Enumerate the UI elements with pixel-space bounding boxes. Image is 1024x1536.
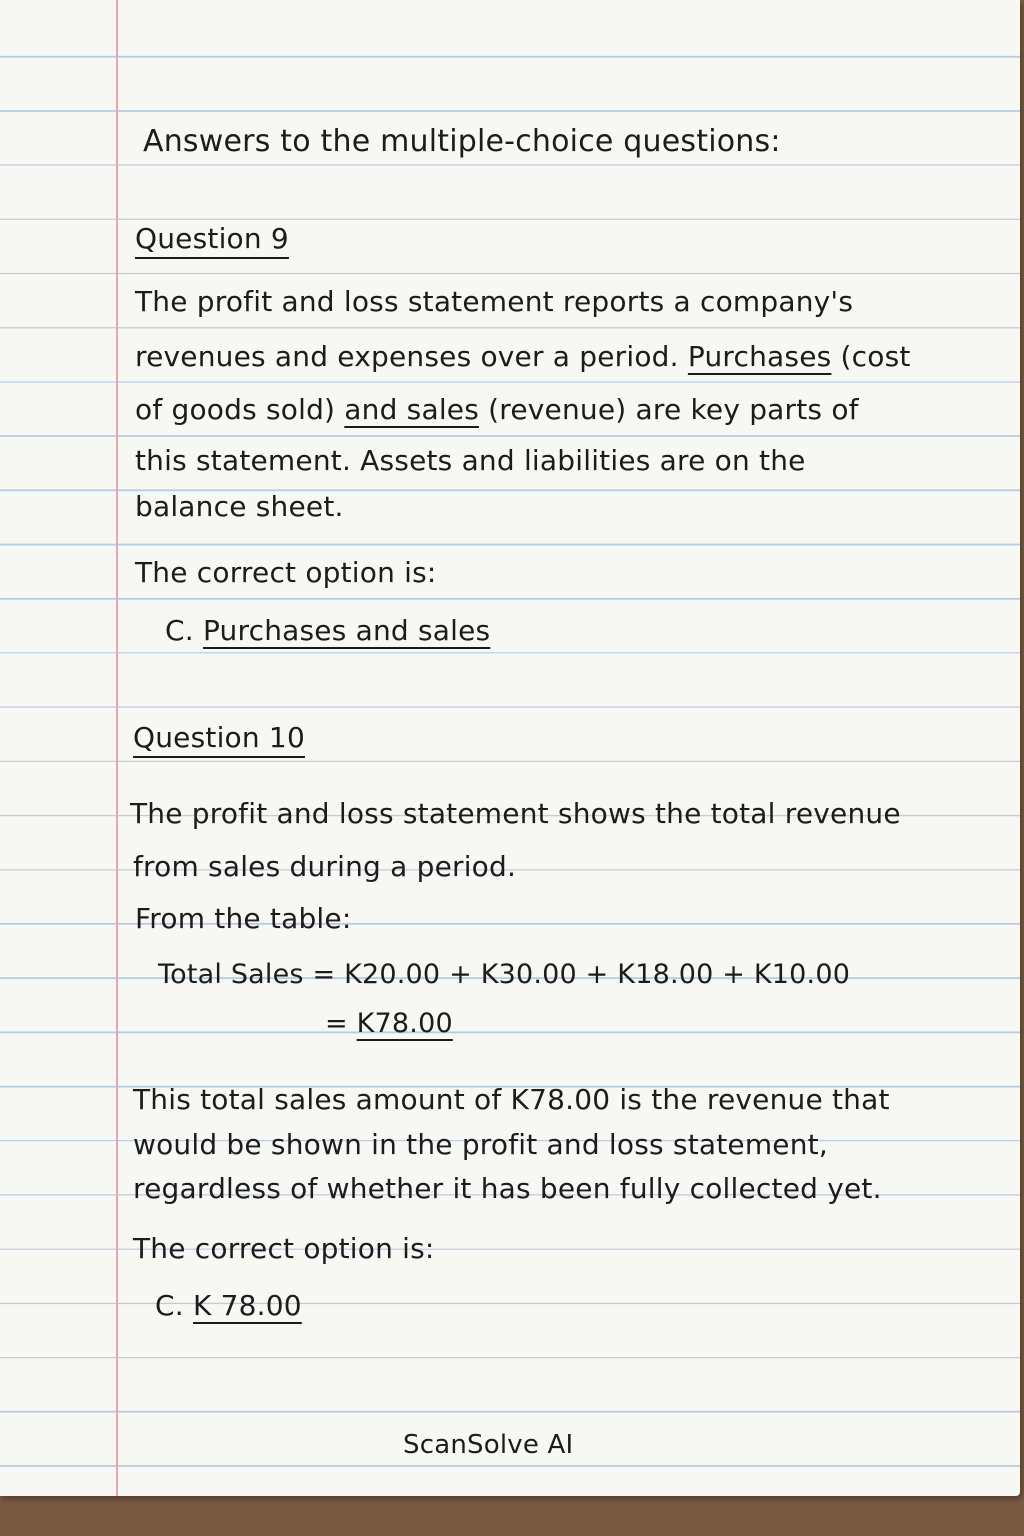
q10-equation-line-2 [325,1008,453,1039]
page-title: Answers to the multiple-choice questions: [143,124,781,159]
q9-line-3-end: (revenue) are key parts of [488,393,859,426]
q10-equation-result: K78.00 [356,1008,453,1039]
q10-text-line-5: would be shown in the profit and loss statement, [133,1128,828,1161]
q9-text-line-1: The profit and loss statement reports a company's [135,285,854,318]
q9-correct-label: The correct option is: [135,556,437,589]
q9-line-2-end: (cost [840,340,911,373]
q10-equation-line-1 [158,959,850,990]
q9-and-sales-underlined: and sales [344,393,480,426]
q10-text-line-2: from sales during a period. [133,850,517,883]
q10-text-line-3: From the table: [135,902,352,935]
q10-equation-equals: = [325,1008,348,1039]
q10-correct-label: The correct option is: [133,1232,435,1265]
q9-line-3-start: of goods sold) [135,393,336,426]
q10-text-line-6: regardless of whether it has been fully collected yet. [133,1172,882,1205]
q10-equation-rhs: K20.00 + K30.00 + K18.00 + K10.00 [344,959,851,990]
q9-answer [165,614,490,647]
signature: ScanSolve AI [403,1430,574,1460]
q9-line-2-start: revenues and expenses over a period. [135,340,679,373]
margin-line [116,0,118,1496]
q10-answer [155,1289,302,1322]
q9-answer-text: Purchases and sales [202,614,491,647]
q9-text-line-4: this statement. Assets and liabilities are on the [135,444,806,477]
q10-equation-lhs: Total Sales = [158,959,336,990]
question-10-heading: Question 10 [133,721,305,754]
q9-text-line-2 [135,340,911,373]
q9-text-line-3 [135,393,859,426]
q10-text-line-1: The profit and loss statement shows the total revenue [130,797,901,830]
q10-answer-text: K 78.00 [192,1289,302,1322]
q10-answer-letter: C. [155,1289,184,1322]
question-9-heading: Question 9 [135,222,289,255]
q9-purchases-underlined: Purchases [687,340,832,373]
q9-text-line-5: balance sheet. [135,490,344,523]
q10-text-line-4: This total sales amount of K78.00 is the revenue that [133,1083,890,1116]
q9-answer-letter: C. [165,614,194,647]
